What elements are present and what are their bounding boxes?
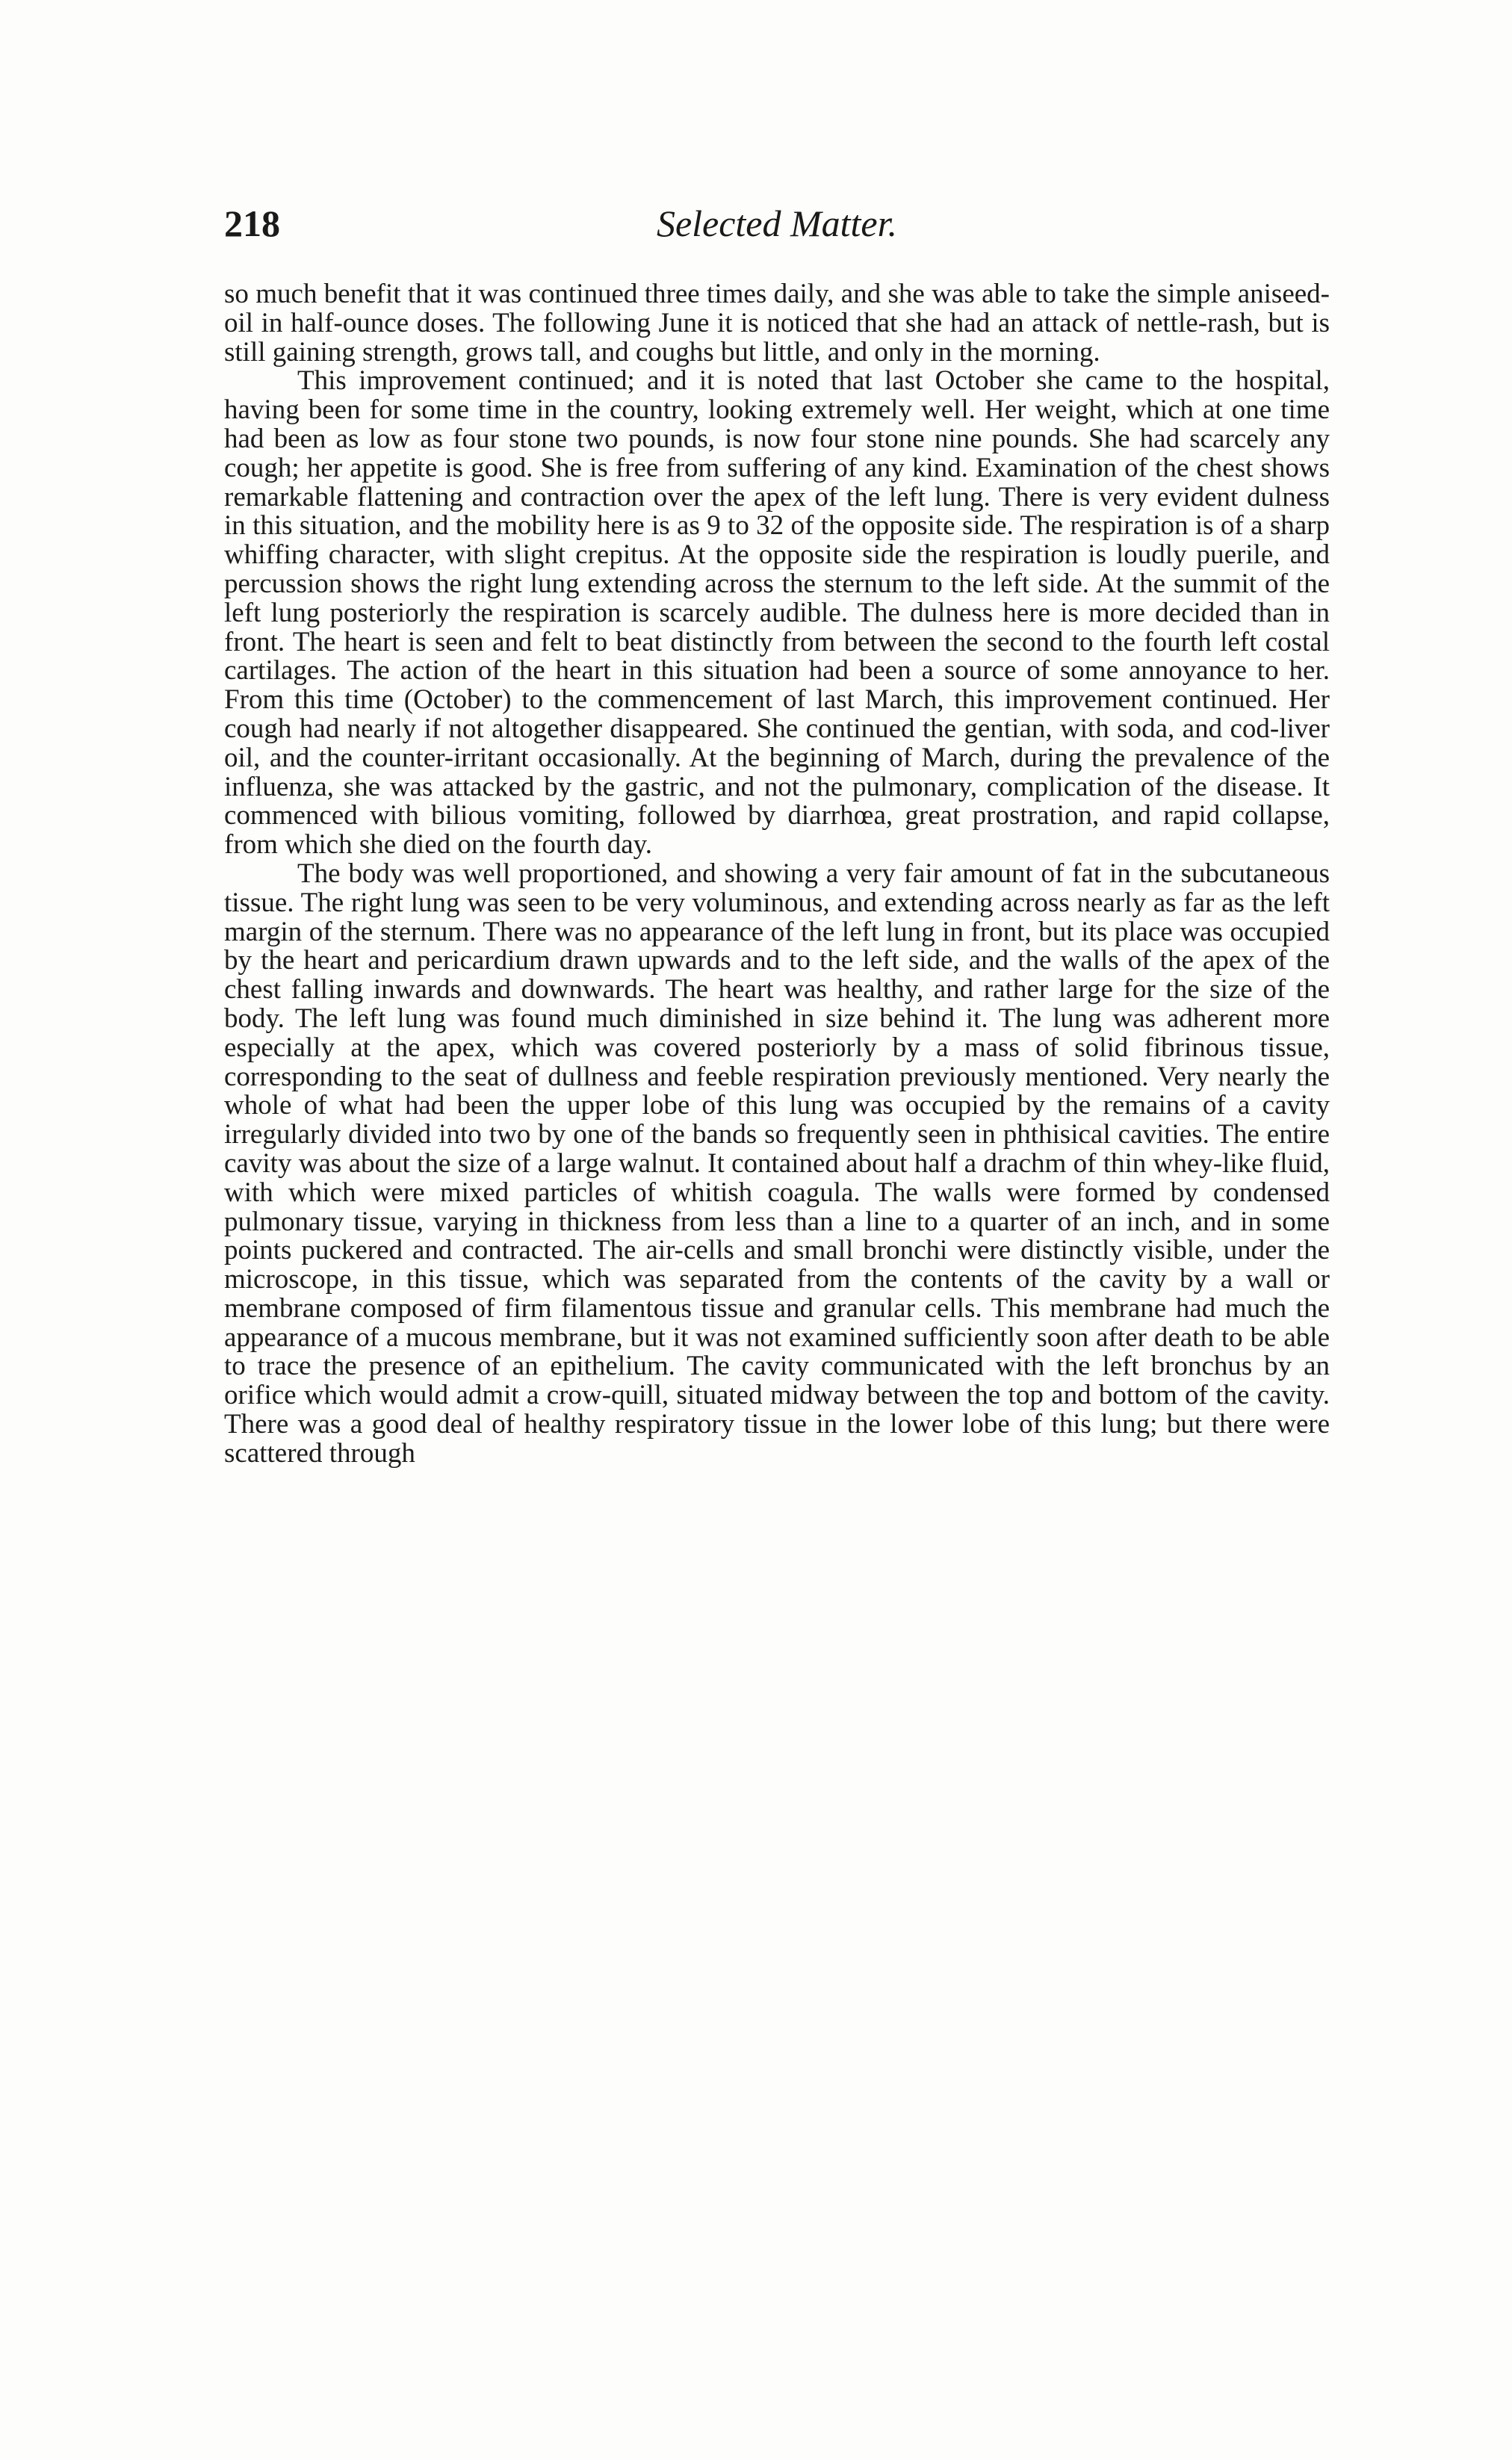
page-number: 218	[224, 202, 280, 244]
paragraph-improvement: This improvement continued; and it is noted that last October she came to the hospital, having been for some time in the country, looking extremely well. Her weight, which at one time had been as low as four stone two pounds, is now four stone nine pounds. She had scarcely any cough; her appetite is good. She is free from suffering of any kind. Examination of the chest shows remarkable flattening and contraction over the apex of the left lung. There is very evident dulness in this situation, and the mobility here is as 9 to 32 of the opposite side. The respiration is of a sharp whiffing character, with slight crepitus. At the opposite side the respiration is loudly puerile, and percussion shows the right lung extending across the sternum to the left side. At the summit of the left lung posteriorly the respiration is scarcely audible. The dulness here is more decided than in front. The heart is seen and felt to beat distinctly from between the second to the fourth left costal cartilages. The action of the heart in this situation had been a source of some annoyance to her. From this time (October) to the commencement of last March, this improvement continued. Her cough had nearly if not altogether disappeared. She continued the gentian, with soda, and cod-liver oil, and the counter-irritant occasionally. At the beginning of March, during the prevalence of the influenza, she was attacked by the gastric, and not the pulmonary, complication of the disease. It commenced with bilious vomiting, followed by diarrhœa, great prostration, and rapid collapse, from which she died on the fourth day.	[224, 365, 1330, 861]
page-header	[224, 202, 1330, 254]
paragraph-autopsy: The body was well proportioned, and showing a very fair amount of fat in the subcutaneous tissue. The right lung was seen to be very voluminous, and extending across nearly as far as the left margin of the sternum. There was no appearance of the left lung in front, but its place was occupied by the heart and pericardium drawn upwards and to the left side, and the walls of the apex of the chest falling inwards and downwards. The heart was healthy, and rather large for the size of the body. The left lung was found much diminished in size behind it. The lung was adherent more especially at the apex, which was covered posteriorly by a mass of solid fibrinous tissue, corresponding to the seat of dullness and feeble respiration previously mentioned. Very nearly the whole of what had been the upper lobe of this lung was occupied by the remains of a cavity irregularly divided into two by one of the bands so frequently seen in phthisical cavities. The entire cavity was about the size of a large walnut. It contained about half a drachm of thin whey-like fluid, with which were mixed particles of whitish coagula. The walls were formed by condensed pulmonary tissue, varying in thickness from less than a line to a quarter of an inch, and in some points puckered and contracted. The air-cells and small bronchi were distinctly visible, under the microscope, in this tissue, which was separated from the contents of the cavity by a wall or membrane composed of firm filamentous tissue and granular cells. This membrane had much the appearance of a mucous membrane, but it was not examined sufficiently soon after death to be able to trace the presence of an epithelium. The cavity communicated with the left bronchus by an orifice which would admit a crow-quill, situated midway between the top and bottom of the cavity. There was a good deal of healthy respiratory tissue in the lower lobe of this lung; but there were scattered through	[224, 858, 1330, 1469]
running-head: Selected Matter.	[656, 202, 898, 244]
paragraph-continuation: so much benefit that it was continued three times daily, and she was able to take the simple aniseed-oil in half-ounce doses. The following June it is noticed that she had an attack of nettle-rash, but is still gaining strength, grows tall, and coughs but little, and only in the morning.	[224, 279, 1330, 368]
body-text	[224, 280, 1330, 1469]
